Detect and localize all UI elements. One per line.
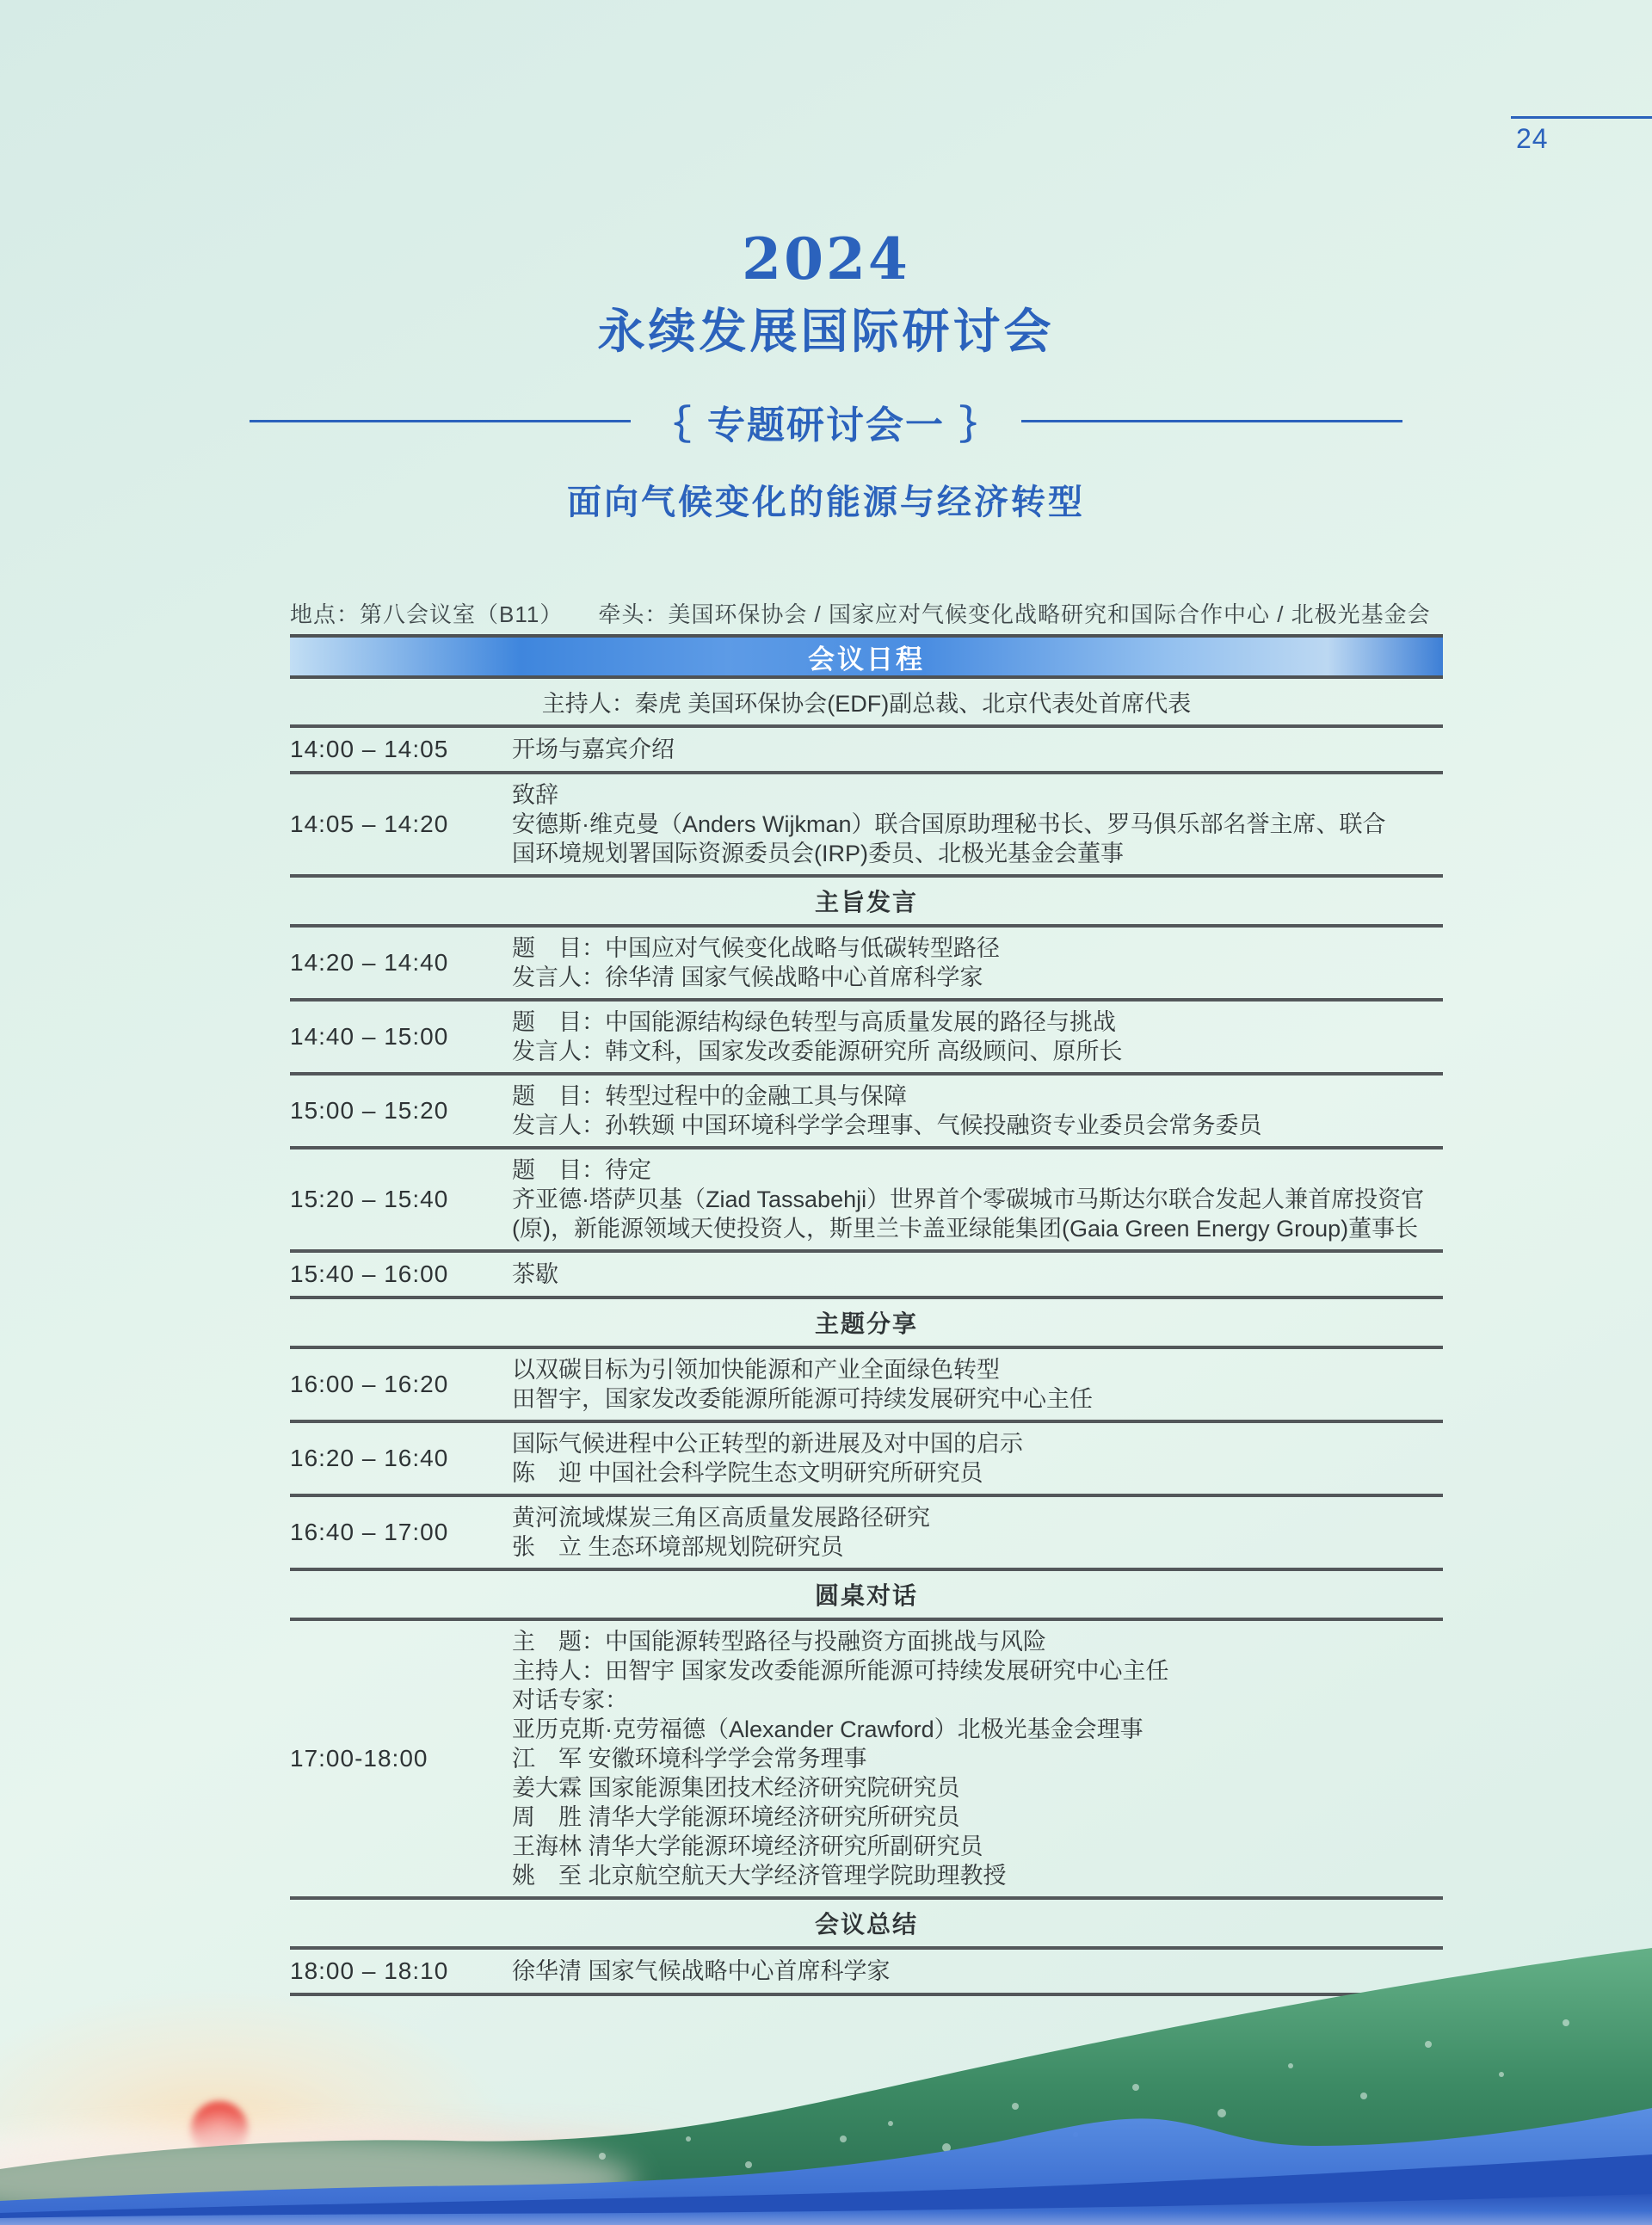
- time-cell: 14:00 – 14:05: [290, 736, 449, 762]
- desc-line: 开场与嘉宾介绍: [512, 737, 675, 762]
- desc-line: 姜大霖 国家能源集团技术经济研究院研究员: [512, 1775, 960, 1801]
- session-tag-row: [250, 394, 1402, 449]
- desc-line: 陈 迎 中国社会科学院生态文明研究所研究员: [512, 1460, 983, 1486]
- desc-cell: [512, 780, 1443, 868]
- desc-line: 亚历克斯·克劳福德（Alexander Crawford）北极光基金会理事: [512, 1717, 1143, 1742]
- agenda-row: [290, 774, 1443, 878]
- agenda-section-row: [290, 1571, 1443, 1621]
- time-cell: 16:20 – 16:40: [290, 1445, 449, 1471]
- desc-cell: [512, 1503, 1443, 1562]
- desc-line: 主 题：中国能源转型路径与投融资方面挑战与风险: [512, 1629, 1046, 1655]
- time-cell: 16:00 – 16:20: [290, 1371, 449, 1397]
- agenda-row: [290, 1002, 1443, 1076]
- page-subtitle: 面向气候变化的能源与经济转型: [567, 481, 1085, 522]
- desc-line: 发言人：韩文科，国家发改委能源研究所 高级顾问、原所长: [512, 1039, 1123, 1064]
- agenda-rows: [290, 679, 1443, 1996]
- desc-line: 题 目：中国应对气候变化战略与低碳转型路径: [512, 935, 1000, 961]
- agenda-row: [290, 1349, 1443, 1423]
- desc-line: 国际气候进程中公正转型的新进展及对中国的启示: [512, 1431, 1023, 1457]
- desc-line: 主持人：田智宇 国家发改委能源所能源可持续发展研究中心主任: [512, 1658, 1169, 1684]
- landscape-art: [0, 1881, 1652, 2225]
- time-cell: 17:00-18:00: [290, 1745, 428, 1772]
- desc-line: 题 目：转型过程中的金融工具与保障: [512, 1083, 907, 1109]
- agenda-row: [290, 928, 1443, 1002]
- section-title: 主题分享: [814, 1310, 918, 1337]
- session-rule-left: [250, 420, 631, 422]
- section-title: 圆桌对话: [814, 1582, 918, 1609]
- desc-line: 题 目：中国能源结构绿色转型与高质量发展的路径与挑战: [512, 1009, 1116, 1035]
- agenda-section-row: [290, 878, 1443, 928]
- agenda-row: [290, 728, 1443, 774]
- page-number: 24: [1516, 123, 1549, 154]
- agenda-row: [290, 1621, 1443, 1900]
- desc-line: 茶歇: [512, 1261, 558, 1287]
- time-cell: 14:20 – 14:40: [290, 949, 449, 976]
- desc-line: 江 军 安徽环境科学学会常务理事: [512, 1746, 867, 1772]
- venue-info-line: 地点：第八会议室（B11） 牵头：美国环保协会 / 国家应对气候变化战略研究和国际合作中心 / 北极光基金会: [290, 601, 1431, 627]
- desc-line: 发言人：孙轶颋 中国环境科学学会理事、气候投融资专业委员会常务委员: [512, 1112, 1262, 1138]
- desc-cell: [512, 1355, 1443, 1414]
- time-cell: 15:40 – 16:00: [290, 1260, 449, 1287]
- title-block: [250, 225, 1402, 524]
- time-cell: 14:05 – 14:20: [290, 810, 449, 837]
- time-cell: 14:40 – 15:00: [290, 1023, 449, 1050]
- desc-line: 徐华清 国家气候战略中心首席科学家: [512, 1958, 891, 1984]
- desc-line: 周 胜 清华大学能源环境经济研究所研究员: [512, 1804, 960, 1830]
- desc-line: 田智宇，国家发改委能源所能源可持续发展研究中心主任: [512, 1386, 1093, 1412]
- desc-line: 王海林 清华大学能源环境经济研究所副研究员: [512, 1834, 983, 1859]
- time-cell: 15:00 – 15:20: [290, 1097, 449, 1124]
- desc-line: 题 目：待定: [512, 1157, 651, 1183]
- desc-cell: [512, 1008, 1443, 1066]
- agenda-header-bar: 会议日程: [290, 634, 1443, 679]
- desc-line: 致辞: [512, 782, 558, 808]
- agenda-moderator-row: [290, 679, 1443, 728]
- desc-line: 发言人：徐华清 国家气候战略中心首席科学家: [512, 965, 983, 990]
- desc-cell: [512, 1429, 1443, 1488]
- desc-line: 以双碳目标为引领加快能源和产业全面绿色转型: [512, 1357, 1000, 1383]
- desc-line: 安德斯·维克曼（Anders Wijkman）联合国原助理秘书长、罗马俱乐部名誉主席、联合: [512, 811, 1386, 837]
- moderator-line: 主持人：秦虎 美国环保协会(EDF)副总裁、北京代表处首席代表: [541, 691, 1192, 717]
- agenda-row: [290, 1423, 1443, 1497]
- agenda-table: [290, 634, 1443, 1996]
- agenda-row: [290, 1149, 1443, 1253]
- agenda-row: [290, 1497, 1443, 1571]
- time-cell: 16:40 – 17:00: [290, 1519, 449, 1545]
- desc-line: 张 立 生态环境部规划院研究员: [512, 1534, 844, 1560]
- desc-cell: [512, 934, 1443, 992]
- desc-cell: [512, 1260, 1443, 1289]
- desc-line: 国环境规划署国际资源委员会(IRP)委员、北极光基金会董事: [512, 841, 1124, 866]
- desc-cell: [512, 1082, 1443, 1140]
- title-year: 2024: [742, 225, 910, 293]
- desc-cell: [512, 1156, 1443, 1243]
- session-tag: ｛ 专题研讨会一 ｝: [652, 403, 1000, 447]
- session-rule-right: [1021, 420, 1402, 422]
- agenda-row: [290, 1076, 1443, 1149]
- desc-line: (原)，新能源领域天使投资人，斯里兰卡盖亚绿能集团(Gaia Green Energy Group)董事长: [512, 1216, 1419, 1242]
- desc-line: 姚 至 北京航空航天大学经济管理学院助理教授: [512, 1863, 1007, 1889]
- desc-cell: [512, 1627, 1443, 1890]
- desc-line: 黄河流域煤炭三角区高质量发展路径研究: [512, 1505, 930, 1531]
- section-title: 会议总结: [814, 1911, 918, 1938]
- section-title: 主旨发言: [814, 889, 918, 915]
- desc-line: 齐亚德·塔萨贝基（Ziad Tassabehji）世界首个零碳城市马斯达尔联合发起人兼首席投资官: [512, 1186, 1425, 1212]
- agenda-section-row: [290, 1299, 1443, 1349]
- page-title: 永续发展国际研讨会: [597, 303, 1055, 359]
- time-cell: 18:00 – 18:10: [290, 1957, 449, 1984]
- desc-line: 对话专家：: [512, 1687, 628, 1713]
- agenda-row: [290, 1253, 1443, 1299]
- time-cell: 15:20 – 15:40: [290, 1186, 449, 1212]
- desc-cell: [512, 735, 1443, 764]
- page-number-rule: [1511, 116, 1652, 119]
